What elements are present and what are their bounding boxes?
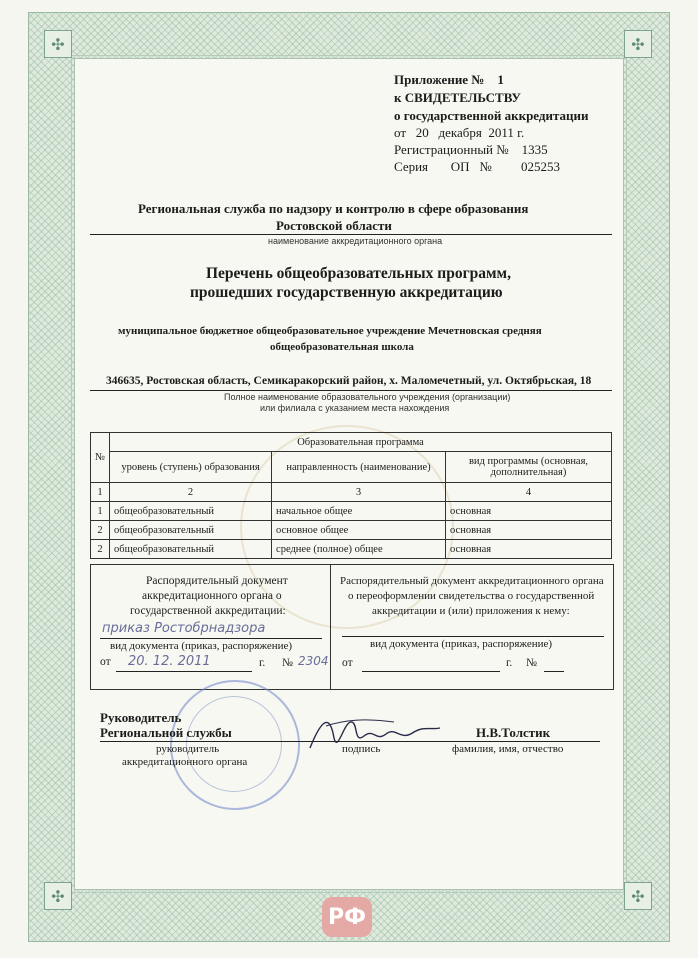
table-index-row: 1 2 3 4: [91, 483, 612, 502]
certificate-label: к СВИДЕТЕЛЬСТВУ: [394, 90, 521, 105]
programs-table: [90, 432, 612, 559]
signatory-role-line2: Региональной службы: [100, 725, 232, 740]
authority-caption: наименование аккредитационного органа: [268, 236, 443, 246]
table-header-row: [91, 433, 612, 452]
column-header-number: №: [91, 433, 110, 483]
right-doc-caption: вид документа (приказ, распоряжение): [370, 638, 553, 650]
signatory-name: Н.В.Толстик: [476, 725, 551, 740]
left-doc-caption: вид документа (приказ, распоряжение): [110, 640, 293, 652]
accreditation-label: о государственной аккредитации: [394, 108, 589, 123]
left-date-prefix: от: [100, 656, 111, 668]
handwritten-date: 20. 12. 2011: [128, 654, 211, 669]
corner-ornament-icon: ✣: [44, 882, 72, 910]
authority-name-line2: Ростовской области: [276, 218, 392, 233]
left-box-line1: Распорядительный документ: [146, 575, 288, 587]
institution-name-line1: муниципальное бюджетное общеобразовательное учреждение Мечетновская средняя: [118, 325, 542, 337]
left-box-line2: аккредитационного органа о: [142, 590, 282, 602]
corner-ornament-icon: ✣: [624, 30, 652, 58]
table-header-row: [91, 452, 612, 483]
authority-name-line1: Региональная служба по надзору и контролю в сфере образования: [138, 201, 529, 216]
table-row: 2 общеобразовательный среднее (полное) общее основная: [91, 540, 612, 559]
right-box-line3: аккредитации и (или) приложения к нему:: [372, 605, 570, 617]
column-header-direction: направленность (наименование): [272, 452, 446, 483]
right-box-line1: Распорядительный документ аккредитационного органа: [340, 575, 604, 587]
corner-ornament-icon: ✣: [44, 30, 72, 58]
column-group-header: Образовательная программа: [110, 433, 612, 452]
underline: [100, 638, 322, 639]
underline: [544, 671, 564, 672]
underline: [362, 671, 500, 672]
signatory-role-line1: Руководитель: [100, 710, 182, 725]
right-date-prefix: от: [342, 657, 353, 669]
institution-address: 346635, Ростовская область, Семикаракорский район, х. Маломечетный, ул. Октябрьская, 18: [106, 375, 592, 387]
appendix-label: Приложение № 1: [394, 72, 504, 87]
corner-ornament-icon: ✣: [624, 882, 652, 910]
underline: [342, 636, 604, 637]
left-number-label: №: [282, 657, 293, 669]
divider: [90, 234, 612, 235]
right-year-suffix: г.: [506, 657, 513, 669]
caption-role1: руководитель: [156, 743, 220, 755]
series-number: Серия ОП № 025253: [394, 159, 560, 174]
signature-line: [100, 741, 600, 742]
document-title-line1: Перечень общеобразовательных программ,: [206, 265, 511, 282]
issue-date: от 20 декабря 2011 г.: [394, 125, 525, 140]
box-divider: [330, 565, 331, 689]
caption-role2: аккредитационного органа: [122, 756, 248, 768]
institution-caption1: Полное наименование образовательного учреждения (организации): [224, 392, 511, 402]
document-title-line2: прошедших государственную аккредитацию: [190, 284, 503, 301]
handwritten-number: 2304: [298, 654, 329, 668]
column-header-type: вид программы (основная, дополнительная): [446, 452, 612, 483]
table-row: 1 общеобразовательный начальное общее основная: [91, 502, 612, 521]
caption-full-name: фамилия, имя, отчество: [452, 743, 564, 755]
right-number-label: №: [526, 657, 537, 669]
registration-number: Регистрационный № 1335: [394, 142, 548, 157]
left-box-line3: государственной аккредитации:: [130, 605, 286, 617]
underline: [116, 671, 252, 672]
institution-caption2: или филиала с указанием места нахождения: [260, 403, 450, 413]
rf-logo-icon: РФ: [322, 897, 372, 937]
divider: [90, 390, 612, 391]
caption-signature: подпись: [342, 743, 381, 755]
table-row: 2 общеобразовательный основное общее основная: [91, 521, 612, 540]
right-box-line2: о переоформлении свидетельства о государственной: [348, 590, 595, 602]
column-header-level: уровень (ступень) образования: [110, 452, 272, 483]
handwritten-document-type: приказ Ростобрнадзора: [102, 621, 266, 636]
left-year-suffix: г.: [259, 657, 266, 669]
institution-name-line2: общеобразовательная школа: [270, 341, 414, 353]
